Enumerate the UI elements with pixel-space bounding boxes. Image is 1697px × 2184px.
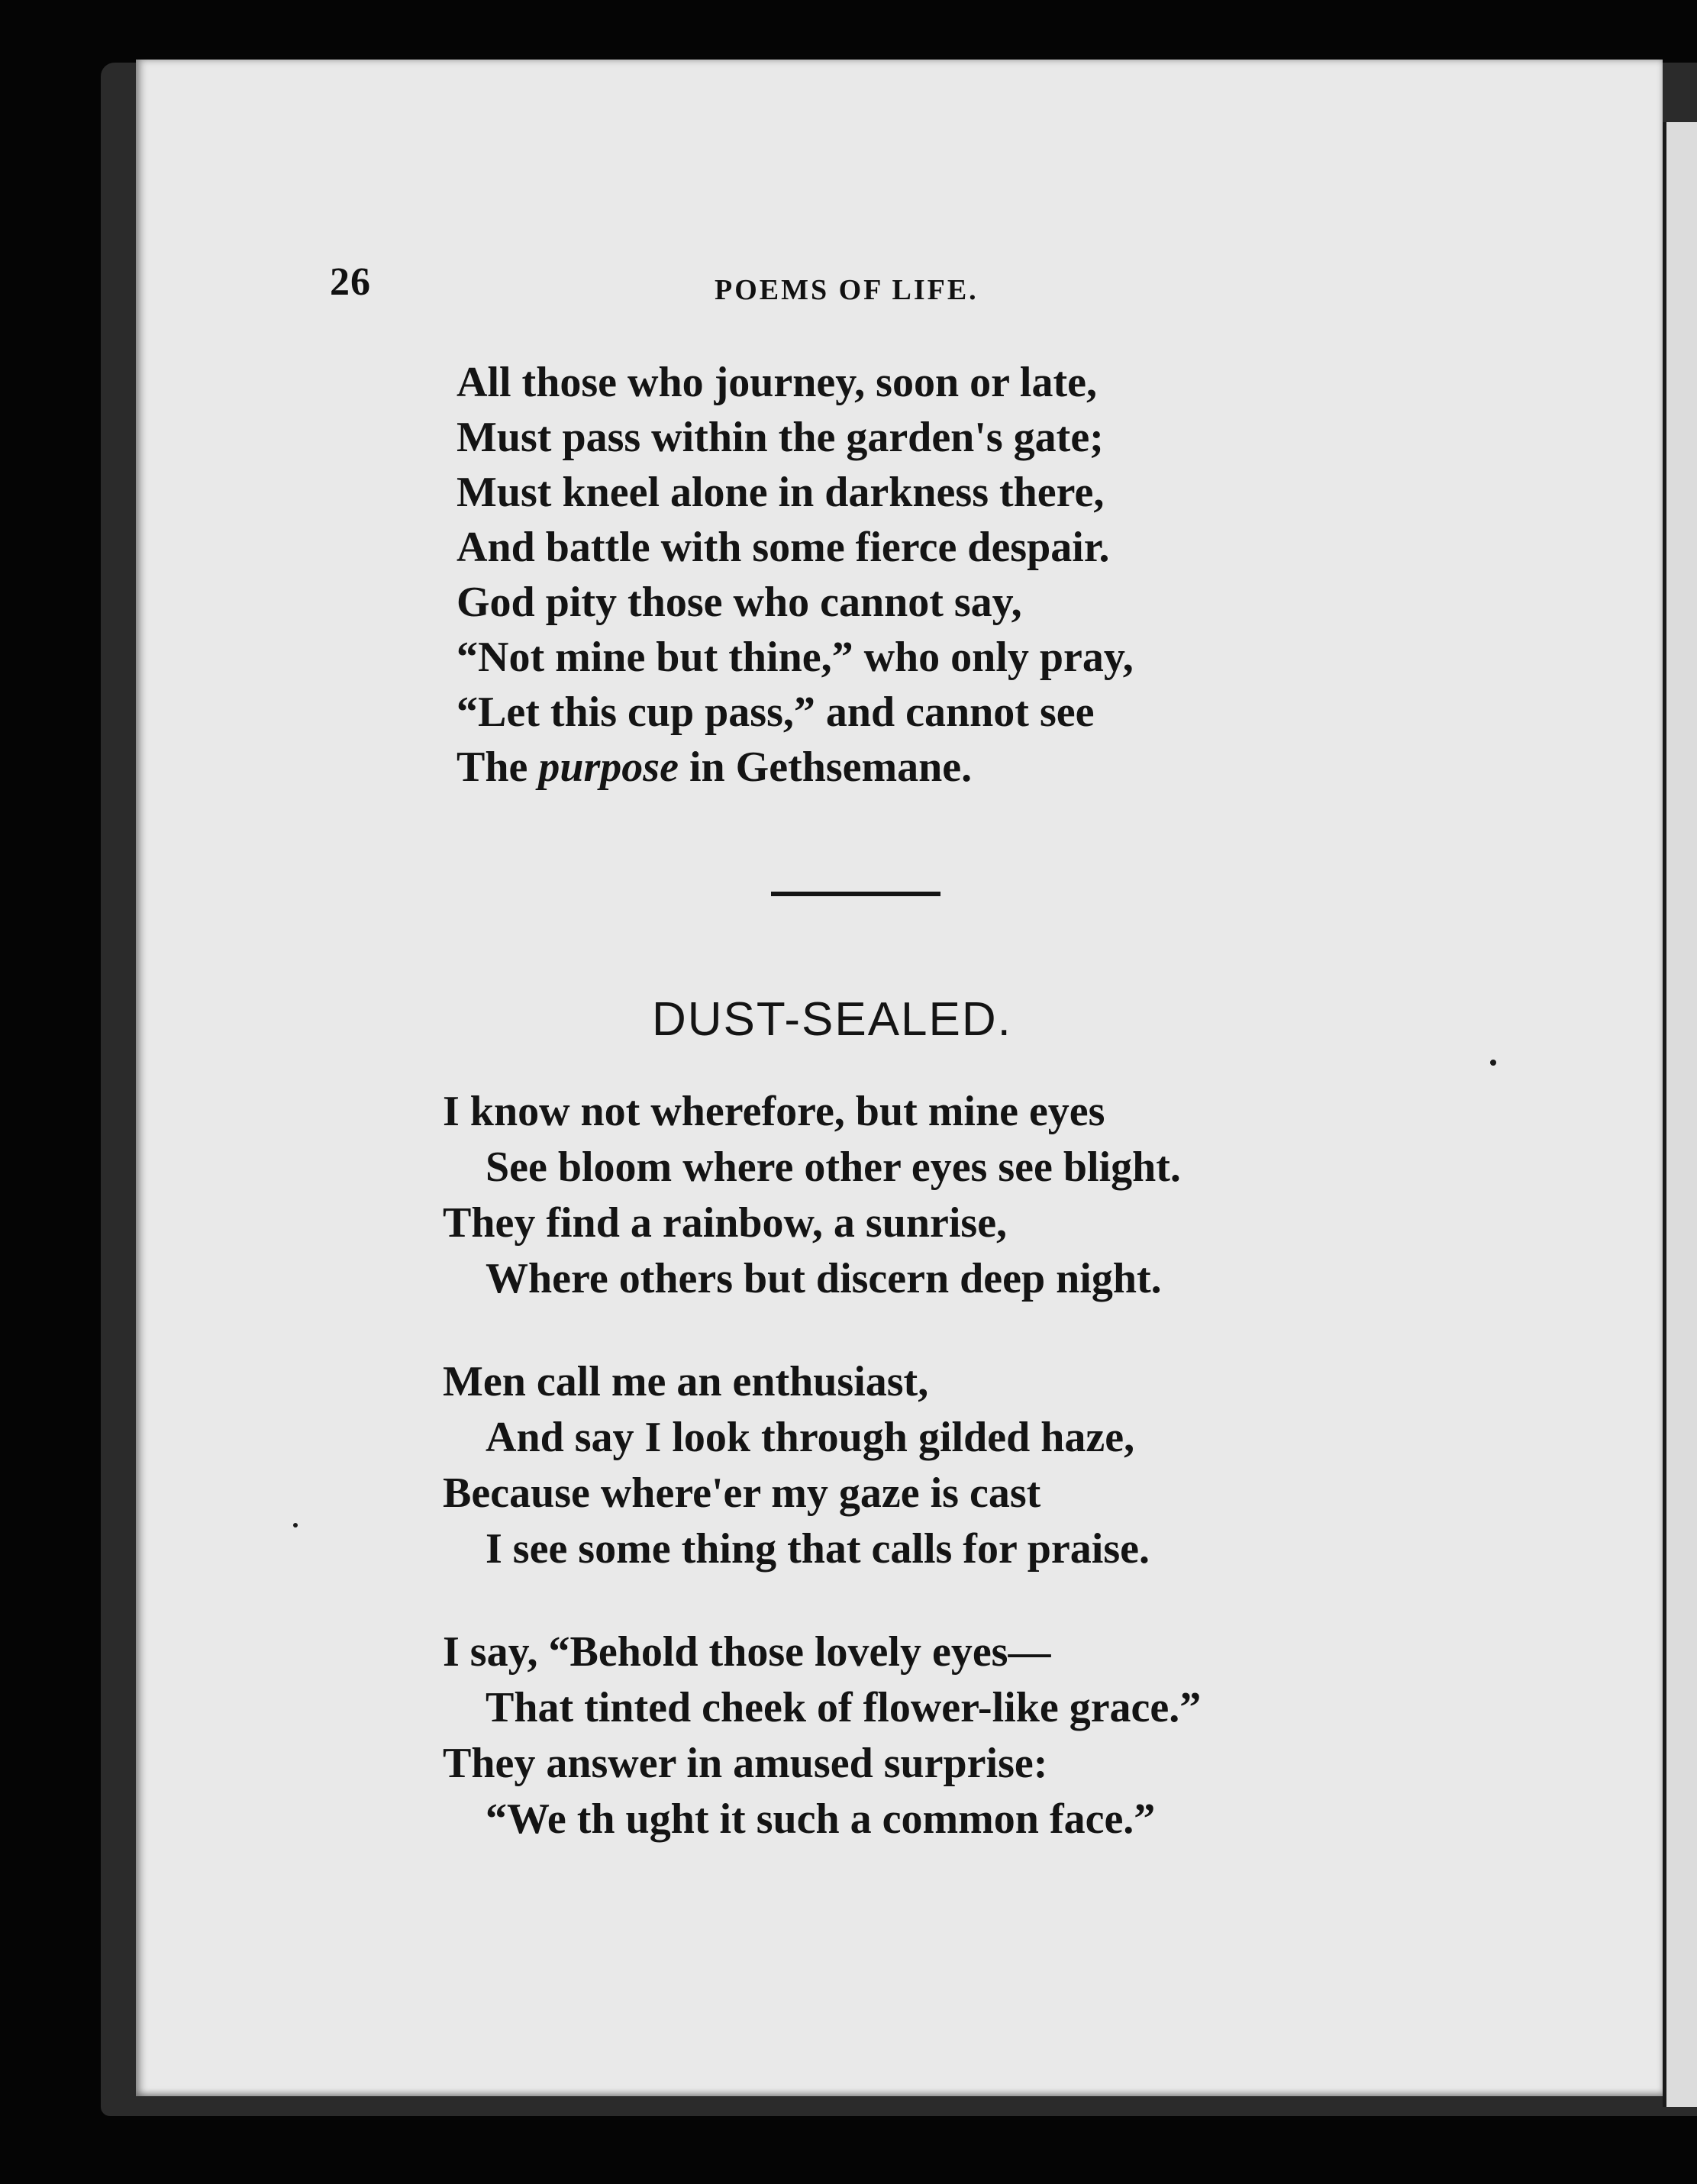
poem-line: And say I look through gilded haze, <box>486 1414 1135 1461</box>
poem-line: See bloom where other eyes see blight. <box>486 1144 1181 1191</box>
poem-line: Must kneel alone in darkness there, <box>457 469 1105 516</box>
page-number: 26 <box>330 260 371 304</box>
scan-speck <box>293 1523 298 1528</box>
poem-line: I know not wherefore, but mine eyes <box>443 1088 1105 1135</box>
running-head: POEMS OF LIFE. <box>715 274 979 306</box>
poem-line: I see some thing that calls for praise. <box>486 1525 1150 1573</box>
facing-page-edge <box>1663 122 1697 2107</box>
stanza <box>443 1624 1201 1847</box>
poem-line: They find a rainbow, a sunrise, <box>443 1199 1008 1247</box>
previous-poem-ending <box>457 355 1134 795</box>
poem-line: Because where'er my gaze is cast <box>443 1469 1041 1517</box>
line-start: The <box>457 744 539 791</box>
poem-last-line <box>457 740 1134 795</box>
poem-line: “We th ught it such a common face.” <box>486 1795 1156 1843</box>
poem-line: “Let this cup pass,” and cannot see <box>457 689 1095 736</box>
line-end: in Gethsemane. <box>678 744 973 791</box>
section-divider <box>771 892 940 896</box>
poem-line: That tinted cheek of flower-like grace.” <box>486 1684 1202 1731</box>
poem-line: And battle with some fierce despair. <box>457 524 1110 571</box>
poem-line: I say, “Behold those lovely eyes— <box>443 1628 1051 1676</box>
poem-line: All those who journey, soon or late, <box>457 359 1097 406</box>
stanza <box>443 1084 1201 1307</box>
poem-line: Must pass within the garden's gate; <box>457 414 1104 461</box>
emphasized-word: purpose <box>538 744 679 791</box>
poem-line: “Not mine but thine,” who only pray, <box>457 634 1134 681</box>
scan-speck <box>1490 1060 1496 1066</box>
stanza <box>443 1354 1201 1577</box>
poem-title: DUST-SEALED. <box>652 993 1012 1046</box>
poem-line: God pity those who cannot say, <box>457 579 1022 626</box>
poem-line: They answer in amused surprise: <box>443 1740 1048 1787</box>
poem-body <box>443 1084 1201 1895</box>
poem-line: Men call me an enthusiast, <box>443 1358 929 1405</box>
poem-line: Where others but discern deep night. <box>486 1255 1162 1302</box>
